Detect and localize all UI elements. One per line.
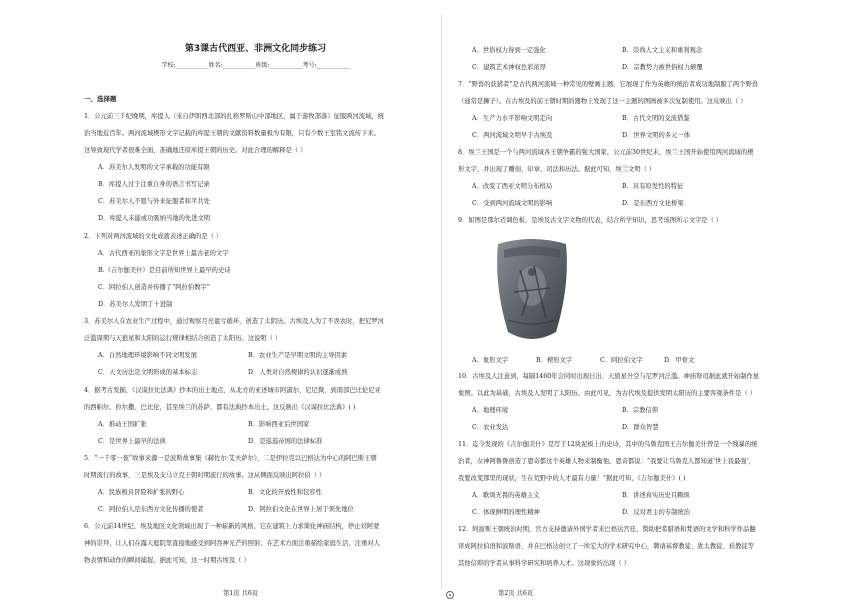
- q12-stem-3: 其他信仰的学者从事科学研究和培养人才。这现象的出现（ ）: [458, 560, 631, 567]
- q1-stem-2: 治当地近百年。两河流域楔形文字记载的库提王朝的文献资料数量极为有限，只有少数王室铭文流传下来。: [84, 130, 380, 137]
- q8-option-c: C．受到两河流域文明的影响: [472, 200, 553, 207]
- page-title: 第3课古代西亚、非洲文化同步练习: [184, 44, 327, 54]
- q7-option-b: B．古代文明的交流借鉴: [622, 115, 690, 122]
- q4-option-d: D．是巡巡帝国的法律标准: [248, 438, 323, 445]
- q2-option-a: A．古代西亚的象形文字是世界上最古老的文字: [98, 250, 229, 257]
- q3-stem-2: 泛滥周期与天狼星和太阳的运行规律相结合创造了太阳历。这说明（ ）: [84, 335, 282, 342]
- page-number-right: 第2页 共6页: [498, 589, 534, 597]
- q6-option-a: A．世俗权力得到一定强化: [472, 47, 546, 54]
- q6-option-c: C．建筑艺术神权色彩浓厚: [472, 64, 547, 71]
- q10-option-c: C．农业发达: [472, 424, 509, 431]
- q2-option-d: D．苏美尔人发明了十进制: [98, 301, 173, 308]
- q3-option-d: D．人类对自然规律的认识逐渐成熟: [248, 369, 348, 376]
- q4-options-row-1: [84, 416, 433, 433]
- q9-option-c: C．阿拉伯文字: [600, 357, 643, 364]
- question-5: [84, 450, 433, 518]
- q3-option-a: A．自然地理环境影响不同文明发展: [98, 352, 198, 359]
- q2-stem-1: 2．下列对两河流域的文化成就表述正确的是（ ）: [84, 233, 223, 240]
- q7-options-row-2: [458, 127, 820, 144]
- q1-option-c: C．苏美尔人不愿与外来征服者和平共处: [98, 198, 210, 205]
- question-12: [458, 521, 820, 572]
- q4-stem-1: 4．据考古发掘，《汉谟拉比法典》抄本的出土地点，从北方的亚述城市阿淑尔、尼尼微，到南部巴比伦尼亚: [84, 387, 381, 394]
- q4-option-b: B．影响西亚后世国家: [248, 421, 310, 428]
- q10-stem-1: 10．古埃及人注意到，每隔1460年会同时出现日出、天狼星升空与尼罗河泛滥。神庙祭司据此就开始制作星: [458, 373, 760, 380]
- q9-option-a: A．象形文字: [472, 357, 509, 364]
- question-9: [458, 212, 820, 229]
- q11-options-row-1: [458, 487, 820, 504]
- question-6-options: [458, 42, 820, 76]
- q3-option-b: B．农业生产是早期文明的主导因素: [248, 352, 348, 359]
- section-heading: 一、选择题: [84, 95, 117, 103]
- q5-stem-2: 时期流行的故事，三是埃及支马立克王朝时期流行的故事。这从侧面反映出阿拉伯（ ）: [84, 472, 326, 479]
- q5-option-a: A．民族极具冒险和扩张的野心: [98, 489, 185, 496]
- q8-options-row-1: [458, 178, 820, 195]
- q9-option-d: D．甲骨文: [664, 357, 695, 364]
- q2-option-b: B.《吉尔伽美什》是目前所知世界上最早的史诗: [98, 267, 231, 274]
- q4-options-row-2: [84, 433, 433, 450]
- q5-option-b: B．文化的开放性和包容性: [248, 489, 322, 496]
- q7-stem-1: 7．“野兽的获猎者”是古代两河流域一种常见的壁画主题，它展现了作为英雄的统治者成功地制服了两个野兽: [458, 81, 759, 88]
- question-2: [84, 228, 433, 313]
- q8-options-row-2: [458, 195, 820, 212]
- q8-option-d: D．是东西方文化桥梁: [622, 200, 684, 207]
- question-1: [84, 108, 433, 227]
- q2-option-c: C．阿拉伯人创造并传播了“阿拉伯数字”: [98, 284, 211, 291]
- q5-option-c: C．阿拉伯人是东西方文化传播的使者: [98, 506, 204, 513]
- q6-stem-1: 6．公元前14世纪，埃及地区文化领域出现了一种崭新的风格，它在建筑上力求简化神庙结构，停止对阿蒙: [84, 523, 380, 530]
- page-number-left: 第1页 共6页: [223, 589, 259, 597]
- q5-option-d: D．阿拉伯文化在世界上居于领先地位: [248, 506, 354, 513]
- q11-option-c: C．体现鲜明的理性精神: [472, 509, 540, 516]
- q9-stem-1: 9．如图是那尔迈调色板，是埃及古文字文物的代表，结合所学知识，思考该图所示文字是（ ）: [458, 217, 723, 224]
- q7-option-c: C．两河流域文明早于古埃及: [472, 132, 553, 139]
- q8-stem-2: 形文字，并出现了雕刻、印章、司法和历法。据此可知，埃兰文明（ ）: [458, 166, 656, 173]
- q1-stem-3: 这导致现代学者很难全面、准确地还原库提王朝的历史。对此合理的解释是（ ）: [84, 147, 307, 154]
- q9-option-b: B．楔形文字: [536, 357, 573, 364]
- q7-options-row-1: [458, 110, 820, 127]
- q1-stem-1: 1．公元前三千纪晚期，库提人（来自伊朗西北部的扎格罗斯山中部地区，属于游牧部落）征服两河流域，统: [84, 113, 384, 120]
- q7-option-a: A．生产力水平影响文明走向: [472, 115, 553, 122]
- q8-option-b: B．具有原发性的特征: [622, 183, 684, 190]
- q3-option-c: C．天文历法是文明形成的基本标志: [98, 369, 198, 376]
- q12-stem-2: 译成阿拉伯语和波斯语，并在巴格达创立了一所宏大的学术研究中心，聘请基督教徒、犹太教徒、袄教徒等: [458, 543, 754, 550]
- question-4: [84, 382, 433, 450]
- left-page: [78, 0, 433, 608]
- q11-options-row-2: [458, 504, 820, 521]
- q5-options-row-1: [84, 484, 433, 501]
- q11-stem-3: 我要改变那里的现状，生在荒野中的人才最有力量！”据此可知，《吉尔伽美什》( ): [458, 475, 686, 482]
- q11-option-b: B．讲述真实历史且赖颂: [622, 492, 690, 499]
- q11-option-d: D．反对君主的专制统治: [622, 509, 691, 516]
- q6-options-row-2: [458, 59, 820, 76]
- q6-stem-2: 神的崇拜，让人们在露天庭院里直接地感受到阿吞神光芒的照射；在艺术方面注重描绘家庭生活，注重对人: [84, 540, 380, 547]
- question-11: [458, 436, 820, 521]
- q3-options-row-2: [84, 364, 433, 381]
- q10-stem-2: 象图。以此为基础，古埃及人发明了太阳历。由此可见，为古代埃及提供发明太阳历的主要客观条件是（ ）: [458, 390, 756, 397]
- q10-options-row-1: [458, 402, 820, 419]
- q3-options-row-1: [84, 347, 433, 364]
- q6-stem-3: 物表情和动作的瞬间捕捉。据此可知，这一时期古埃及（ ）: [84, 557, 250, 564]
- q11-stem-1: 11．迄今发现的《吉尔伽美什》是写于12块泥板上的史诗，其中的乌鲁克国王吉尔伽美什曾是一个残暴的统: [458, 441, 758, 448]
- question-10: [458, 368, 820, 436]
- question-8: [458, 144, 820, 212]
- question-6: [84, 518, 433, 569]
- q8-option-a: A．改变了西亚文明分布格局: [472, 183, 553, 190]
- q4-option-a: A．推动王国扩张: [98, 421, 147, 428]
- q7-stem-2: （通常是狮子）。在古埃及的前王朝时期的器物上发现了这一主题的图画被多次复制使用。这反映出（ ）: [458, 98, 747, 105]
- q10-options-row-2: [458, 419, 820, 436]
- q5-options-row-2: [84, 501, 433, 518]
- q8-stem-1: 8．埃兰王国是一个与两河流域各王朝争霸的强大国家，公元前30世纪末，埃兰王国开始使用两河流域的楔: [458, 149, 754, 156]
- right-page: [452, 0, 820, 608]
- student-info-line: 学校:___________姓名:___________班级:___________考号:___________: [161, 62, 350, 69]
- q12-stem-1: 12．阿拔斯王朝统治时期，官方支持邀请外国学者来巴格达宫廷，赞助把希腊语和梵语的文学和科学作品翻: [458, 526, 756, 533]
- q11-option-a: A．歌颂无畏的英雄主义: [472, 492, 540, 499]
- q6-option-d: D．宗教势力被世俗权力颠覆: [622, 64, 703, 71]
- q10-option-d: D．群众智慧: [622, 424, 659, 431]
- q6-option-b: B．崇尚人文主义和重利观念: [622, 47, 703, 54]
- q11-stem-2: 治者，女神阿鲁鲁创造了恩奇都这个英雄人物来制衡他。恩奇都说：“我要让乌鲁克人都知道‘世上我最强’，: [458, 458, 755, 465]
- question-7: [458, 76, 820, 144]
- q4-option-c: C．是世界上最早的法典: [98, 438, 166, 445]
- question-3: [84, 313, 433, 381]
- q9-options-row: [458, 352, 820, 369]
- column-divider: [441, 14, 442, 588]
- q1-option-b: B．库提人过于注重自身的语言书写记录: [98, 181, 210, 188]
- q4-stem-2: 的西帕尔、拉尔撒、巴比伦，甚至埃兰的苏萨，都有法典抄本出土。这反映出《汉谟拉比法典》( ): [84, 404, 356, 411]
- q7-option-d: D．世界文明的多元一体: [622, 132, 691, 139]
- q6-options-row-1: [458, 42, 820, 59]
- narmer-palette-image: [492, 236, 572, 344]
- q5-stem-1: 5．“一千零一夜”故事来源一是波斯故事集《赫佐尔·艾夫萨尔》，二是伊拉克以巴格达为中心的阿巴斯王朝: [84, 455, 377, 462]
- q10-option-a: A．地理环境: [472, 407, 509, 414]
- q10-option-b: B．宗教信仰: [622, 407, 659, 414]
- q1-option-d: D．库提人未能成功吸纳当地的先进文明: [98, 215, 211, 222]
- q1-option-a: A．苏美尔人发明的文字承载的功能有限: [98, 164, 210, 171]
- q3-stem-1: 3．苏美尔人在农业生产过程中，通过观察月亮盈亏循环，创造了太阴历。古埃及人为了不误农时，把尼罗河: [84, 318, 384, 325]
- question-9-options: [458, 352, 820, 369]
